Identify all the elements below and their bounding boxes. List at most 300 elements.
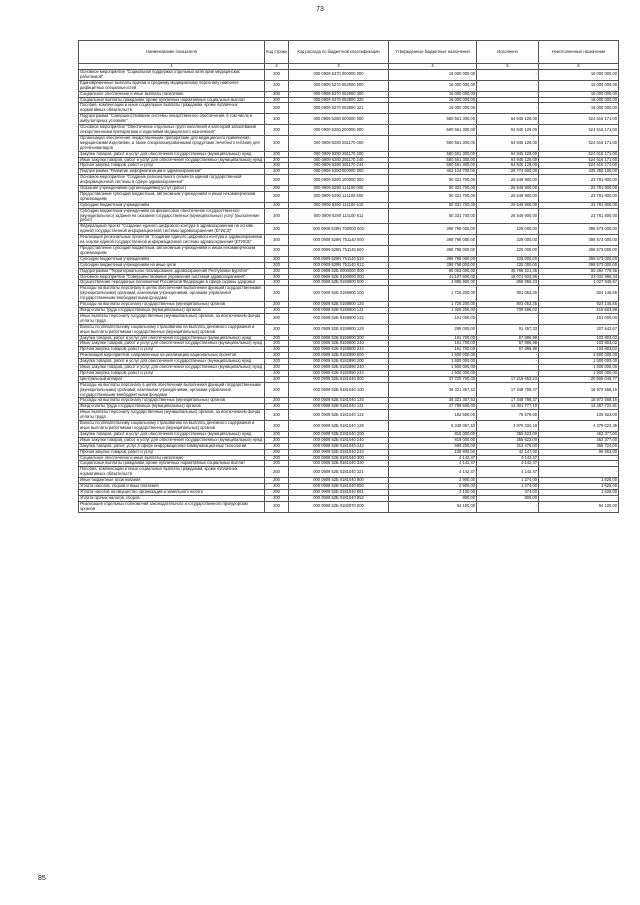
- row-line-code: 200: [265, 353, 289, 359]
- row-name: Уплата налогов, сборов и иных платежей: [79, 484, 265, 490]
- row-unexecuted: 16 000 000,00: [539, 91, 619, 97]
- row-name: Социальные выплаты гражданам, кроме публичных нормативных социальных выплат: [79, 461, 265, 467]
- row-line-code: 200: [265, 103, 289, 114]
- row-executed: 4 142,47: [477, 455, 539, 461]
- row-line-code: 200: [265, 246, 289, 257]
- row-unexecuted: 101 000,00: [539, 313, 619, 324]
- column-number: 2: [265, 64, 289, 70]
- row-approved: 4 142,47: [389, 461, 477, 467]
- row-approved: 36 321 357,53: [389, 398, 477, 404]
- row-budget-code: 000 0909 52Б 0182890 000: [289, 353, 389, 359]
- row-executed: 313 476,00: [477, 443, 539, 449]
- row-budget-code: 000 0909 52Б 0182970 000: [289, 501, 389, 512]
- row-executed: 225 000,00: [477, 256, 539, 262]
- row-budget-code: 000 0909 52Б 0100000 000: [289, 274, 389, 280]
- row-line-code: 200: [265, 280, 289, 286]
- row-approved: 16 000 000,00: [389, 91, 477, 97]
- row-unexecuted: 524 616 171,00: [539, 114, 619, 125]
- row-unexecuted: 1 500 000,00: [539, 370, 619, 376]
- row-name: Основное мероприятие "Обеспечение отдельных групп населения и категорий заболеваний лекарственными препаратами и изделиями медицинского назначения": [79, 125, 265, 136]
- row-line-code: 200: [265, 437, 289, 443]
- row-approved: 8 349 357,53: [389, 421, 477, 432]
- row-unexecuted: 16 000 000,00: [539, 97, 619, 103]
- table-row: [79, 208, 619, 224]
- row-unexecuted: 18 972 568,16: [539, 398, 619, 404]
- header-executed: Исполнено: [477, 41, 539, 64]
- table-header-row: [79, 41, 619, 64]
- column-number: 4: [389, 64, 477, 70]
- row-unexecuted: 924 146,65: [539, 302, 619, 308]
- row-executed: 26 549 900,00: [477, 175, 539, 186]
- row-budget-code: 000 0909 52Б 0000000 000: [289, 268, 389, 274]
- row-executed: -: [477, 70, 539, 81]
- row-budget-code: 000 0909 529N 751140 000: [289, 235, 389, 246]
- row-name: Предоставление субсидий бюджетным, автономным учреждениям и иным некоммерческим организациям: [79, 246, 265, 257]
- row-executed: 801 053,35: [477, 302, 539, 308]
- table-row: [79, 246, 619, 257]
- row-budget-code: 000 0909 52Б 0159800 200: [289, 335, 389, 341]
- row-approved: 37 720 700,00: [389, 376, 477, 382]
- header-approved: Утвержденные бюджетные назначения: [389, 41, 477, 64]
- row-name: Закупка товаров, работ и услуг для обеспечения государственных (муниципальных) нужд: [79, 431, 265, 437]
- row-unexecuted: 103 803,02: [539, 341, 619, 347]
- row-budget-code: 000 0909 52Б 0159800 000: [289, 280, 389, 286]
- row-name: Организация обеспечения лекарственными препаратами для медицинского применения, медицинскими изделиями, а также специализированными продуктами лечебного питания для детей-инвалидов: [79, 135, 265, 151]
- row-line-code: 200: [265, 186, 289, 192]
- row-approved: 50 331 700,00: [389, 175, 477, 186]
- row-budget-code: 000 0909 52Б 0182890 240: [289, 365, 389, 371]
- row-line-code: 200: [265, 307, 289, 313]
- table-row: [79, 70, 619, 81]
- row-budget-code: 000 0909 52Б 0182890 244: [289, 370, 389, 376]
- row-unexecuted: 1 027 949,67: [539, 280, 619, 286]
- row-unexecuted: 4 379 023,35: [539, 421, 619, 432]
- row-approved: 2 900,00: [389, 484, 477, 490]
- row-unexecuted: 16 000 000,00: [539, 70, 619, 81]
- table-row: [79, 191, 619, 202]
- row-line-code: 200: [265, 313, 289, 324]
- column-number: 1: [79, 64, 265, 70]
- row-name: Субсидии бюджетным учреждениям на финансовое обеспечение государственного (муниципального) задания на оказание государственных (муниципальных) услуг (выполнение работ): [79, 208, 265, 224]
- row-executed: -: [477, 91, 539, 97]
- row-executed: 355 623,00: [477, 437, 539, 443]
- row-budget-code: 000 0909 5280 281170 244: [289, 163, 389, 169]
- row-executed: 26 549 900,00: [477, 208, 539, 224]
- row-name: Субсидии бюджетным учреждениям: [79, 202, 265, 208]
- row-name: Иные закупки товаров, работ и услуг для обеспечения государственных (муниципальных) нужд: [79, 365, 265, 371]
- row-budget-code: 000 0909 52Б 0181040 852: [289, 495, 389, 501]
- row-line-code: 200: [265, 163, 289, 169]
- row-unexecuted: 23 781 800,00: [539, 191, 619, 202]
- table-row: [79, 467, 619, 478]
- header-unexecuted: Неисполненные назначения: [539, 41, 619, 64]
- row-executed: 1 274,00: [477, 484, 539, 490]
- row-line-code: 200: [265, 302, 289, 308]
- row-budget-code: 000 0909 52Б 0181040 129: [289, 421, 389, 432]
- row-executed: -: [477, 359, 539, 365]
- row-executed: 64 945 129,00: [477, 163, 539, 169]
- row-executed: 64 945 129,00: [477, 114, 539, 125]
- row-budget-code: 000 0909 52Б 0181040 850: [289, 484, 389, 490]
- row-executed: 800,00: [477, 495, 539, 501]
- row-approved: 1 500 000,00: [389, 370, 477, 376]
- row-approved: 398 798 000,00: [389, 246, 477, 257]
- row-budget-code: 000 0909 529N 700000 000: [289, 224, 389, 235]
- row-budget-code: 000 0909 529N 751140 600: [289, 246, 389, 257]
- row-executed: 57 896,98: [477, 341, 539, 347]
- row-line-code: 200: [265, 80, 289, 91]
- row-budget-code: 000 0909 52Б 0159800 122: [289, 313, 389, 324]
- row-line-code: 200: [265, 478, 289, 484]
- row-unexecuted: 1 626,00: [539, 489, 619, 495]
- table-row: [79, 175, 619, 186]
- row-approved: 50 331 700,00: [389, 208, 477, 224]
- row-line-code: 200: [265, 501, 289, 512]
- row-approved: 138 800,00: [389, 449, 477, 455]
- row-line-code: 200: [265, 421, 289, 432]
- row-budget-code: 000 0909 5280 281170 240: [289, 157, 389, 163]
- row-unexecuted: 463 377,00: [539, 437, 619, 443]
- row-unexecuted: 14 487 722,81: [539, 404, 619, 410]
- row-name: Социальное обеспечение и иные выплаты населению: [79, 91, 265, 97]
- row-approved: 580 561 300,00: [389, 157, 477, 163]
- row-name: Прочая закупка товаров, работ и услуг: [79, 370, 265, 376]
- row-budget-code: 000 0909 52Б 0159800 129: [289, 324, 389, 335]
- table-row: [79, 103, 619, 114]
- row-unexecuted: 398 573 000,00: [539, 224, 619, 235]
- row-executed: -: [477, 313, 539, 324]
- row-budget-code: 000 0909 5280 000000 000: [289, 114, 389, 125]
- row-budget-code: 000 0909 52Б 0181040 200: [289, 431, 389, 437]
- row-executed: -: [477, 103, 539, 114]
- row-approved: 680 200,00: [389, 443, 477, 449]
- row-name: Субсидии бюджетным учреждениям: [79, 256, 265, 262]
- row-unexecuted: 23 032 996,44: [539, 274, 619, 280]
- row-name: Основное мероприятие "Социальная поддержка отдельных категорий медицинских работников": [79, 70, 265, 81]
- row-approved: 41 107 600,00: [389, 274, 477, 280]
- row-budget-code: 000 0909 52Б 0181040 100: [289, 382, 389, 398]
- row-name: Прочая закупка товаров, работ и услуг: [79, 347, 265, 353]
- row-line-code: 200: [265, 70, 289, 81]
- row-unexecuted: 1 626,00: [539, 484, 619, 490]
- header-indicator-name: Наименование показателя: [79, 41, 265, 64]
- row-budget-code: 000 0909 5290 114100 610: [289, 202, 389, 208]
- table-row: [79, 324, 619, 335]
- row-unexecuted: 23 781 800,00: [539, 202, 619, 208]
- row-approved: 819 000,00: [389, 431, 477, 437]
- row-budget-code: 000 0909 52Б 0159800 244: [289, 347, 389, 353]
- row-executed: 57 896,98: [477, 335, 539, 341]
- row-approved: 580 561 300,00: [389, 163, 477, 169]
- row-line-code: 200: [265, 495, 289, 501]
- row-line-code: 200: [265, 461, 289, 467]
- row-budget-code: 000 0909 52Б 0159800 240: [289, 341, 389, 347]
- row-line-code: 200: [265, 404, 289, 410]
- row-name: Уплата налогов на имущество организаций и земельного налога: [79, 489, 265, 495]
- row-budget-code: 000 0909 5270 052900 321: [289, 103, 389, 114]
- row-executed: 26 549 900,00: [477, 186, 539, 192]
- row-approved: 398 798 000,00: [389, 224, 477, 235]
- row-unexecuted: 398 573 000,00: [539, 256, 619, 262]
- row-approved: 4 142,47: [389, 455, 477, 461]
- row-budget-code: 000 0909 5270 052900 300: [289, 91, 389, 97]
- row-line-code: 200: [265, 347, 289, 353]
- row-name: Иные выплаты персоналу государственных (муниципальных) органов, за исключением фонда оплаты труда: [79, 313, 265, 324]
- row-line-code: 200: [265, 114, 289, 125]
- table-row: [79, 125, 619, 136]
- row-name: Реализация мероприятий, направленных на реализацию национальных проектов: [79, 353, 265, 359]
- row-executed: 225 000,00: [477, 224, 539, 235]
- row-budget-code: 000 0909 5270 052900 000: [289, 80, 389, 91]
- row-name: Пособия, компенсации и иные социальные выплаты гражданам, кроме публичных нормативных обязательств: [79, 103, 265, 114]
- row-name: Подпрограмма "Совершенствование системы лекарственного обеспечения, в том числе в амбулаторных условиях": [79, 114, 265, 125]
- row-approved: 16 000 000,00: [389, 80, 477, 91]
- row-unexecuted: -: [539, 461, 619, 467]
- row-approved: 1 500 000,00: [389, 353, 477, 359]
- row-budget-code: 000 0909 5270 052900 320: [289, 97, 389, 103]
- row-unexecuted: 105 822,00: [539, 410, 619, 421]
- row-line-code: 200: [265, 443, 289, 449]
- row-line-code: 200: [265, 341, 289, 347]
- row-line-code: 200: [265, 175, 289, 186]
- row-approved: 580 561 300,00: [389, 151, 477, 157]
- row-name: Социальные выплаты гражданам, кроме публичных нормативных социальных выплат: [79, 97, 265, 103]
- row-executed: 42 147,00: [477, 449, 539, 455]
- row-name: Подпрограмма "Развитие информатизации в здравоохранении": [79, 169, 265, 175]
- row-name: Основное мероприятие "Создание регионального сегмента единой государственной информационной системы в сфере здравоохранения": [79, 175, 265, 186]
- row-unexecuted: 207 542,67: [539, 324, 619, 335]
- row-approved: 398 798 000,00: [389, 262, 477, 268]
- row-approved: 1 500 000,00: [389, 359, 477, 365]
- row-budget-code: 000 0909 52Б 0159800 100: [289, 286, 389, 302]
- row-executed: 225 000,00: [477, 262, 539, 268]
- row-budget-code: 000 0909 52Б 0159800 120: [289, 302, 389, 308]
- row-approved: 161 700,00: [389, 335, 477, 341]
- row-approved: 398 798 000,00: [389, 235, 477, 246]
- row-budget-code: 000 0909 529N 751140 610: [289, 256, 389, 262]
- row-name: Расходы на выплаты персоналу в целях обеспечения выполнения функций государственными (муниципальными) органами, казенными учреждениями, органами управления государственными внебюджетными фондами: [79, 286, 265, 302]
- row-approved: 101 000,00: [389, 313, 477, 324]
- row-executed: 17 348 789,37: [477, 398, 539, 404]
- row-line-code: 200: [265, 455, 289, 461]
- row-approved: 580 561 300,00: [389, 125, 477, 136]
- row-name: Прочая закупка товаров, работ и услуг: [79, 449, 265, 455]
- row-unexecuted: 20 505 046,77: [539, 376, 619, 382]
- row-line-code: 200: [265, 398, 289, 404]
- row-approved: 299 000,00: [389, 324, 477, 335]
- row-approved: 182 500,00: [389, 410, 477, 421]
- row-name: Федеральный проект "Создание единого цифрового контура в здравоохранении на основе единой государственной информационной системы здравоохранения (ЕГИСЗ)": [79, 224, 265, 235]
- row-executed: -: [477, 501, 539, 512]
- row-line-code: 200: [265, 208, 289, 224]
- row-name: Закупка товаров, работ и услуг для обеспечения государственных (муниципальных) нужд: [79, 359, 265, 365]
- row-executed: 57 896,98: [477, 347, 539, 353]
- row-name: Закупка товаров, работ и услуг для обеспечения государственных (муниципальных) нужд: [79, 335, 265, 341]
- row-line-code: 200: [265, 191, 289, 202]
- row-line-code: 200: [265, 365, 289, 371]
- row-name: Закупка товаров, работ и услуг для обеспечения государственных (муниципальных) нужд: [79, 151, 265, 157]
- row-executed: -: [477, 370, 539, 376]
- row-line-code: 200: [265, 370, 289, 376]
- row-executed: 64 945 129,00: [477, 157, 539, 163]
- row-executed: 709 596,02: [477, 307, 539, 313]
- column-number: 6: [539, 64, 619, 70]
- header-line-code: Код строки: [265, 41, 289, 64]
- header-budget-code: Код расхода по бюджетной классификации: [289, 41, 389, 64]
- row-approved: 2 900,00: [389, 478, 477, 484]
- budget-execution-table: [78, 40, 619, 513]
- row-approved: 1 886 900,00: [389, 280, 477, 286]
- row-budget-code: 000 0909 5290 114100 000: [289, 186, 389, 192]
- row-name: Расходы на выплаты персоналу государственных (муниципальных) органов: [79, 302, 265, 308]
- row-line-code: 200: [265, 467, 289, 478]
- row-name: Фонд оплаты труда государственных (муниципальных) органов: [79, 307, 265, 313]
- row-executed: 26 549 900,00: [477, 191, 539, 202]
- row-name: Основное мероприятие "Совершенствование управления системой здравоохранения": [79, 274, 265, 280]
- row-budget-code: 000 0909 5290 114100 611: [289, 208, 389, 224]
- row-approved: 16 000 000,00: [389, 70, 477, 81]
- row-name: Субсидии бюджетным учреждениям на иные цели: [79, 262, 265, 268]
- row-approved: 2 100,00: [389, 489, 477, 495]
- row-budget-code: 000 0909 5290 100000 000: [289, 175, 389, 186]
- row-budget-code: 000 0909 52Б 0181040 320: [289, 461, 389, 467]
- row-unexecuted: 435 350 100,00: [539, 169, 619, 175]
- row-unexecuted: 23 781 800,00: [539, 208, 619, 224]
- row-approved: 819 000,00: [389, 437, 477, 443]
- row-name: Пособия, компенсации и иные социальные выплаты гражданам, кроме публичных нормативных обязательств: [79, 467, 265, 478]
- row-budget-code: 000 0909 5280 200000 000: [289, 125, 389, 136]
- row-budget-code: 000 0909 52Б 0181040 242: [289, 443, 389, 449]
- row-name: Закупка товаров, работ, услуг в сфере информационно-коммуникационных технологий: [79, 443, 265, 449]
- row-line-code: 200: [265, 262, 289, 268]
- row-executed: -: [477, 97, 539, 103]
- row-unexecuted: 23 781 800,00: [539, 186, 619, 192]
- row-approved: 50 331 700,00: [389, 202, 477, 208]
- row-unexecuted: 1 626,00: [539, 478, 619, 484]
- row-name: Взносы по обязательному социальному страхованию на выплаты денежного содержания и иные выплаты работникам государственных (муниципальных) органов: [79, 324, 265, 335]
- table-row: [79, 501, 619, 512]
- row-line-code: 200: [265, 449, 289, 455]
- row-name: Иные закупки товаров, работ и услуг для обеспечения государственных (муниципальных) нужд: [79, 157, 265, 163]
- row-line-code: 200: [265, 431, 289, 437]
- row-line-code: 200: [265, 274, 289, 280]
- row-executed: 474,00: [477, 489, 539, 495]
- row-approved: 4 142,47: [389, 467, 477, 478]
- row-approved: 161 700,00: [389, 341, 477, 347]
- table-row: [79, 286, 619, 302]
- row-executed: 18 074 603,56: [477, 274, 539, 280]
- row-executed: 801 053,35: [477, 286, 539, 302]
- row-line-code: 200: [265, 268, 289, 274]
- row-unexecuted: 103 803,02: [539, 335, 619, 341]
- row-line-code: 200: [265, 135, 289, 151]
- row-unexecuted: 398 573 000,00: [539, 246, 619, 257]
- row-approved: 16 000 000,00: [389, 97, 477, 103]
- column-number: 3: [289, 64, 389, 70]
- row-line-code: 200: [265, 382, 289, 398]
- row-name: Социальное обеспечение и иные выплаты населению: [79, 455, 265, 461]
- row-approved: 580 561 300,00: [389, 114, 477, 125]
- row-executed: 26 774 600,00: [477, 169, 539, 175]
- row-unexecuted: 16 000 000,00: [539, 80, 619, 91]
- row-budget-code: 000 0909 529N 751140 612: [289, 262, 389, 268]
- row-unexecuted: 524 616 171,00: [539, 163, 619, 169]
- row-unexecuted: 366 724,00: [539, 443, 619, 449]
- row-executed: 17 215 653,23: [477, 376, 539, 382]
- row-budget-code: 000 0909 52Б 0182890 200: [289, 359, 389, 365]
- row-line-code: 200: [265, 224, 289, 235]
- row-budget-code: 000 0909 52Б 0181040 321: [289, 467, 389, 478]
- row-unexecuted: 94 100,00: [539, 501, 619, 512]
- row-executed: -: [477, 353, 539, 359]
- row-unexecuted: 50 284 778,55: [539, 268, 619, 274]
- table-row: [79, 224, 619, 235]
- row-executed: 4 142,47: [477, 467, 539, 478]
- row-line-code: 200: [265, 286, 289, 302]
- row-executed: 26 549 900,00: [477, 202, 539, 208]
- row-name: Осуществление переданных полномочий Российской Федерации в сфере охраны здоровья: [79, 280, 265, 286]
- row-unexecuted: 924 146,65: [539, 286, 619, 302]
- row-unexecuted: -: [539, 495, 619, 501]
- row-executed: 858 950,33: [477, 280, 539, 286]
- row-line-code: 200: [265, 151, 289, 157]
- row-budget-code: 000 0909 52Б 0181040 000: [289, 376, 389, 382]
- row-executed: 3 970 334,18: [477, 421, 539, 432]
- table-row: [79, 410, 619, 421]
- row-unexecuted: 16 000 000,00: [539, 103, 619, 114]
- row-name: Единовременные выплаты врачам и среднему медицинскому персоналу наиболее дефицитных специальностей: [79, 80, 265, 91]
- row-line-code: 200: [265, 484, 289, 490]
- row-budget-code: 000 0909 5290 114100 600: [289, 191, 389, 202]
- row-name: Иные закупки товаров, работ и услуг для обеспечения государственных (муниципальных) нужд: [79, 437, 265, 443]
- row-line-code: 200: [265, 256, 289, 262]
- row-approved: 94 100,00: [389, 501, 477, 512]
- row-budget-code: 000 0909 52Б 0181040 240: [289, 437, 389, 443]
- row-unexecuted: -: [539, 467, 619, 478]
- row-line-code: 200: [265, 324, 289, 335]
- row-name: Реализация региональных проектов "Создание единого цифрового контура в здравоохранении на основе единой государственной информационной системы здравоохранения (ЕГИСЗ)": [79, 235, 265, 246]
- row-name: Иные закупки товаров, работ и услуг для обеспечения государственных (муниципальных) нужд: [79, 341, 265, 347]
- row-line-code: 200: [265, 157, 289, 163]
- row-line-code: 200: [265, 97, 289, 103]
- row-line-code: 200: [265, 125, 289, 136]
- row-unexecuted: -: [539, 455, 619, 461]
- footer-page-number: 85: [38, 875, 46, 882]
- row-unexecuted: 398 573 000,00: [539, 235, 619, 246]
- row-unexecuted: 96 653,00: [539, 449, 619, 455]
- table-row: [79, 135, 619, 151]
- table-row: [79, 114, 619, 125]
- page-number: 73: [316, 6, 324, 13]
- row-executed: 35 768 221,45: [477, 268, 539, 274]
- row-approved: 398 798 000,00: [389, 256, 477, 262]
- row-budget-code: 000 0909 52Б 0159800 121: [289, 307, 389, 313]
- row-name: Прочая закупка товаров, работ и услуг: [79, 163, 265, 169]
- row-budget-code: 000 0909 5280 281170 200: [289, 151, 389, 157]
- row-line-code: 200: [265, 335, 289, 341]
- row-name: Предоставление субсидий бюджетным, автономным учреждениям и иным некоммерческим организациям: [79, 191, 265, 202]
- row-approved: 50 331 700,00: [389, 191, 477, 202]
- row-approved: 27 789 500,00: [389, 404, 477, 410]
- row-line-code: 200: [265, 169, 289, 175]
- row-unexecuted: 18 972 568,16: [539, 382, 619, 398]
- row-unexecuted: 524 616 171,00: [539, 157, 619, 163]
- row-name: Фонд оплаты труда государственных (муниципальных) органов: [79, 404, 265, 410]
- row-budget-code: 000 0909 52Б 0181040 120: [289, 398, 389, 404]
- row-unexecuted: 524 616 171,00: [539, 151, 619, 157]
- row-name: Расходы на выплаты персоналу в целях обеспечения выполнения функций государственными (муниципальными) органами, казенными учреждениями, органами управления государственными внебюджетными фондами: [79, 382, 265, 398]
- row-approved: 1 725 200,00: [389, 302, 477, 308]
